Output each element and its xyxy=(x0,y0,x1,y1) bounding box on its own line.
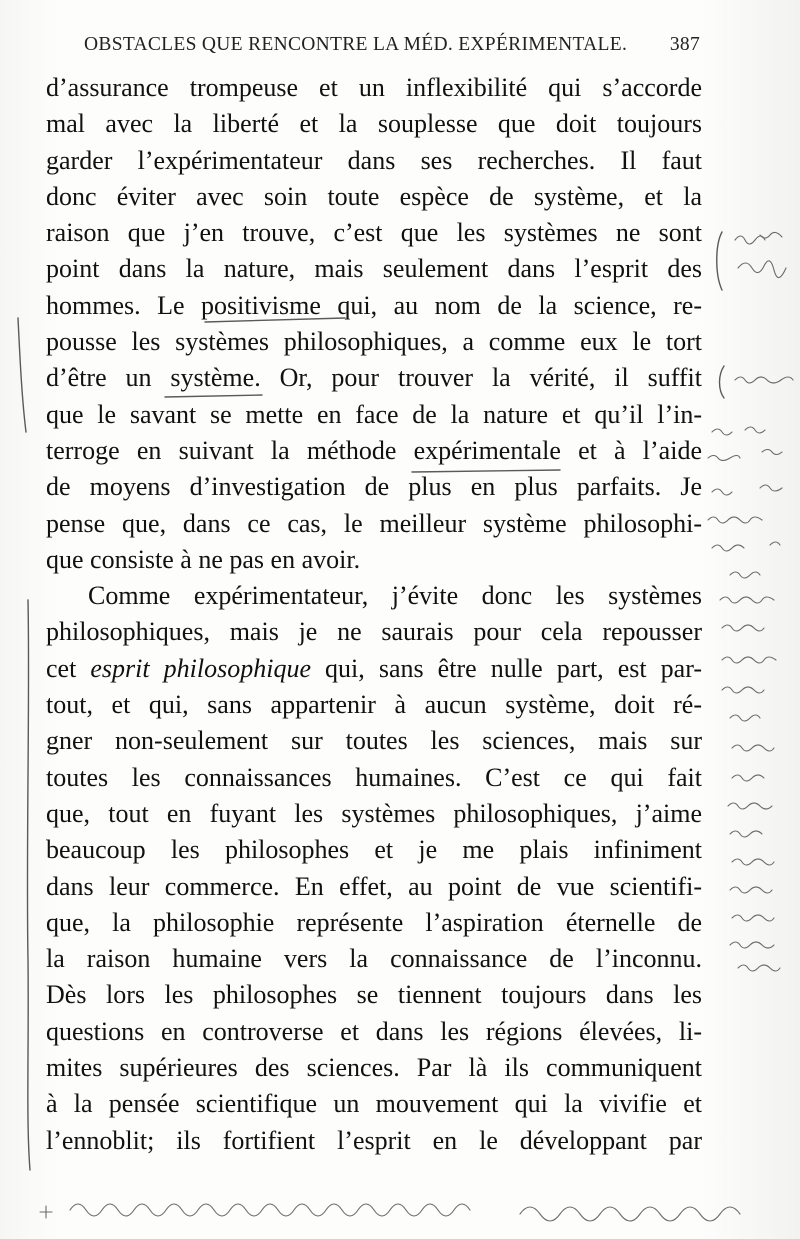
margin-scribble xyxy=(728,803,772,809)
text-line: de moyens d’investigation de plus en plus parfaits. Je xyxy=(46,472,702,502)
text-line: à la pensée scientifique un mouvement qui la vivifie et xyxy=(46,1089,702,1119)
margin-bracket-left-lower xyxy=(27,600,30,1170)
margin-scribble xyxy=(735,232,782,244)
text-line: point dans la nature, mais seulement dans l’esprit des xyxy=(46,254,702,284)
text-line: que, la philosophie représente l’aspiration éternelle de xyxy=(46,907,702,937)
text-line: philosophiques, mais je ne saurais pour cela repousser xyxy=(46,617,702,647)
margin-scribble xyxy=(730,942,774,948)
margin-scribble xyxy=(735,377,793,383)
text-line: terroge en suivant la méthode expérimentale et à l’aide xyxy=(46,435,702,465)
text-line: dans leur commerce. En effet, au point de vue scientifi- xyxy=(46,871,702,901)
text-line: pousse les systèmes philosophiques, a comme eux le tort xyxy=(46,327,702,357)
text-line: toutes les connaissances humaines. C’est ce qui fait xyxy=(46,762,702,792)
text-line: questions en controverse et dans les régions élevées, li- xyxy=(46,1016,702,1046)
margin-scribble xyxy=(708,450,782,461)
margin-scribble xyxy=(722,625,764,631)
text-line: beaucoup les philosophes et je me plais infiniment xyxy=(46,835,702,865)
margin-bracket-left-upper xyxy=(18,318,26,432)
italic-phrase: esprit philosophique xyxy=(90,653,311,683)
margin-scribble xyxy=(722,657,776,663)
margin-scribble xyxy=(738,965,780,971)
bottom-scribble xyxy=(40,1206,52,1218)
text-line: d’assurance trompeuse et un inflexibilité qui s’accorde xyxy=(46,73,702,102)
running-title: OBSTACLES QUE RENCONTRE LA MÉD. EXPÉRIMENTALE. xyxy=(84,34,628,55)
text-line: garder l’expérimentateur dans ses recherches. Il faut xyxy=(46,145,702,175)
text-line: gner non-seulement sur toutes les sciences, mais sur xyxy=(46,726,702,756)
text-line: hommes. Le positivisme qui, au nom de la science, re- xyxy=(46,290,702,320)
margin-scribble xyxy=(708,517,762,523)
margin-scribble xyxy=(732,915,774,921)
paragraph-start-line: Comme expérimentateur, j’évite donc les systèmes xyxy=(88,581,702,611)
margin-scribble xyxy=(712,427,765,435)
margin-scribble xyxy=(738,261,786,278)
text-line: que consiste à ne pas en avoir. xyxy=(46,544,361,574)
text-line: pense que, dans ce cas, le meilleur système philosophi- xyxy=(46,508,702,538)
margin-bracket-right xyxy=(717,232,722,290)
margin-scribble xyxy=(732,859,774,865)
margin-scribble xyxy=(732,775,764,781)
text-line: cet esprit philosophique qui, sans être nulle part, est par- xyxy=(46,653,703,683)
margin-scribble xyxy=(730,831,762,837)
text-line: mites supérieures des sciences. Par là ils communiquent xyxy=(46,1053,702,1083)
text-line: que, tout en fuyant les systèmes philosophiques, j’aime xyxy=(46,798,702,828)
margin-scribble xyxy=(712,485,782,495)
margin-scribble xyxy=(730,887,772,893)
text-line: donc éviter avec soin toute espèce de système, et la xyxy=(46,181,702,211)
text-line: l’ennoblit; ils fortifient l’esprit en le développant par xyxy=(46,1125,702,1155)
running-header xyxy=(84,34,700,56)
margin-scribble xyxy=(720,597,774,603)
margin-bracket-right xyxy=(720,366,725,398)
text-line: raison que j’en trouve, c’est que les systèmes ne sont xyxy=(46,218,702,248)
text-line: mal avec la liberté et la souplesse que doit toujours xyxy=(46,109,702,139)
text-line: tout, et qui, sans appartenir à aucun système, doit ré- xyxy=(46,690,702,720)
bottom-scribble xyxy=(70,1204,470,1216)
text-line: d’être un système. Or, pour trouver la vérité, il suffit xyxy=(46,363,702,393)
text-line: la raison humaine vers la connaissance de l’inconnu. xyxy=(46,944,702,974)
text-line: que le savant se mette en face de la nature et qu’il l’in- xyxy=(46,399,702,429)
margin-scribble xyxy=(730,715,760,721)
bottom-scribble xyxy=(520,1207,740,1221)
body-text xyxy=(46,70,702,1159)
page-number: 387 xyxy=(669,34,700,55)
text-line: Dès lors les philosophes se tiennent toujours dans les xyxy=(46,980,702,1010)
margin-scribble xyxy=(730,572,760,578)
margin-scribble xyxy=(722,687,764,693)
margin-scribble xyxy=(732,745,774,751)
margin-scribble xyxy=(712,542,780,551)
